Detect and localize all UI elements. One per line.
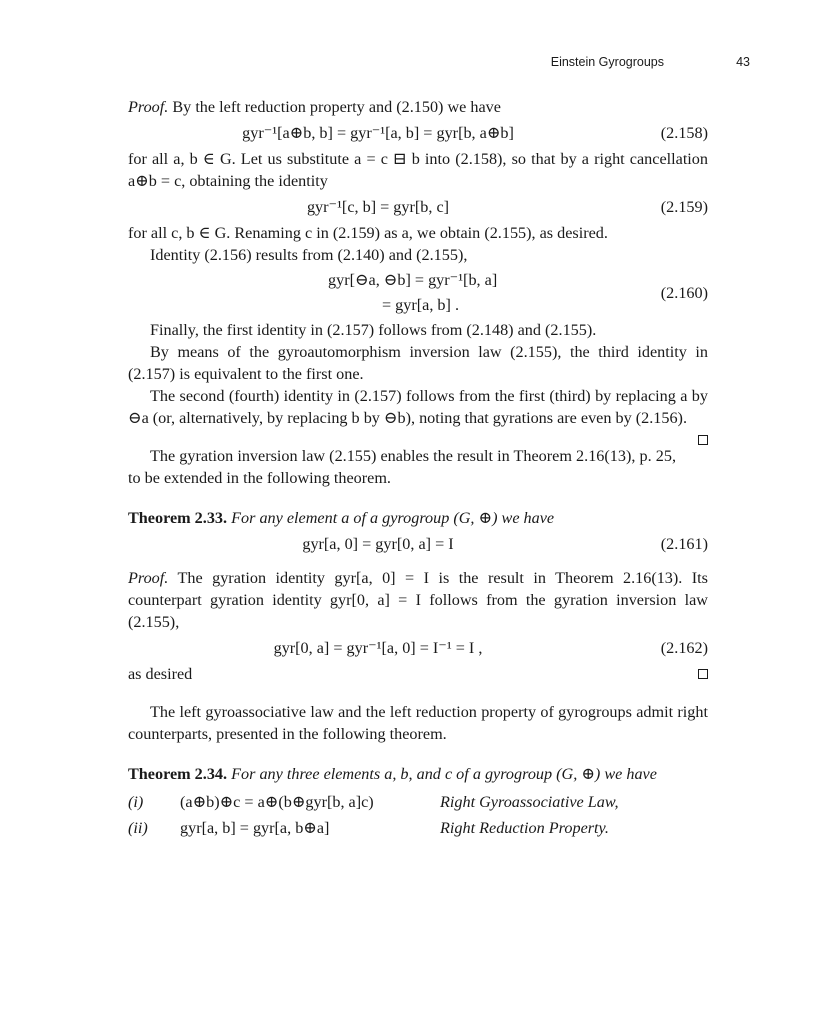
equation-2161 bbox=[128, 533, 708, 555]
theorem-body: For any three elements a, b, and c of a gyrogroup (G, ⊕) we have bbox=[231, 765, 657, 783]
theorem-body: For any element a of a gyrogroup (G, ⊕) we have bbox=[231, 509, 555, 527]
paragraph: By means of the gyroautomorphism inversion law (2.155), the third identity in (2.157) is equivalent to the first one. bbox=[128, 343, 708, 383]
page-body bbox=[128, 96, 708, 843]
proof-paragraph bbox=[128, 567, 708, 633]
equation-2159 bbox=[128, 196, 708, 218]
equation-expression: gyr[0, a] = gyr⁻¹[a, 0] = I⁻¹ = I , bbox=[273, 639, 483, 657]
equation-expression: gyr[a, 0] = gyr[0, a] = I bbox=[302, 535, 454, 553]
qed-symbol bbox=[698, 663, 708, 685]
equation-2162 bbox=[128, 637, 708, 659]
paragraph: for all a, b ∈ G. Let us substitute a = c ⊟ b into (2.158), so that by a right cancellation a⊕b = c, obtaining the identity bbox=[128, 150, 708, 190]
paragraph bbox=[128, 385, 708, 429]
equation-2158 bbox=[128, 122, 708, 144]
paragraph-text: The second (fourth) identity in (2.157) follows from the first (third) by replacing a by ⊖a (or, alternatively, by replacing b by ⊖b), noting that gyrations are even by (2.156). bbox=[128, 387, 708, 427]
paragraph: The gyration inversion law (2.155) enables the result in Theorem 2.16(13), p. 25, to be extended in the following theorem. bbox=[128, 447, 676, 487]
equation-number: (2.161) bbox=[660, 535, 708, 553]
item-label: (i) bbox=[128, 793, 144, 811]
proof-intro-text: By the left reduction property and (2.150) we have bbox=[172, 98, 501, 116]
paragraph: Finally, the first identity in (2.157) follows from (2.148) and (2.155). bbox=[150, 321, 597, 339]
equation-expression: gyr⁻¹[c, b] = gyr[b, c] bbox=[306, 198, 450, 216]
equation-number: (2.160) bbox=[660, 284, 708, 302]
page-header bbox=[128, 55, 750, 73]
paragraph: Identity (2.156) results from (2.140) and (2.155), bbox=[150, 246, 468, 264]
equation-number: (2.162) bbox=[660, 639, 708, 657]
equation-2160 bbox=[128, 269, 708, 317]
page-number: 43 bbox=[736, 55, 750, 69]
theorem-items bbox=[128, 791, 708, 843]
equation-line-2: = gyr[a, b] . bbox=[382, 296, 460, 314]
proof-label: Proof. bbox=[128, 98, 169, 116]
theorem-2-33-statement bbox=[128, 507, 708, 529]
item-formula: gyr[a, b] = gyr[a, b⊕a] bbox=[180, 819, 330, 837]
equation-line-1: gyr[⊖a, ⊖b] = gyr⁻¹[b, a] bbox=[328, 271, 498, 289]
equation-number: (2.159) bbox=[660, 198, 708, 216]
item-name: Right Gyroassociative Law, bbox=[440, 793, 619, 811]
item-formula: (a⊕b)⊕c = a⊕(b⊕gyr[b, a]c) bbox=[180, 793, 374, 811]
paragraph: for all c, b ∈ G. Renaming c in (2.159) as a, we obtain (2.155), as desired. bbox=[128, 224, 608, 242]
theorem-2-34-statement bbox=[128, 763, 708, 785]
equation-number: (2.158) bbox=[660, 124, 708, 142]
proof-text: The gyration identity gyr[a, 0] = I is the result in Theorem 2.16(13). Its counterpart gyration identity gyr[0, a] = I follows from the gyration inversion law (2.155), bbox=[128, 569, 708, 631]
paragraph bbox=[128, 663, 708, 685]
item-label: (ii) bbox=[128, 819, 148, 837]
theorem-heading: Theorem 2.34. bbox=[128, 765, 228, 783]
running-title: Einstein Gyrogroups bbox=[550, 55, 664, 69]
paragraph: The left gyroassociative law and the left reduction property of gyrogroups admit right counterparts, presented in the following theorem. bbox=[128, 703, 708, 743]
paragraph-text: as desired bbox=[128, 665, 193, 683]
theorem-heading: Theorem 2.33. bbox=[128, 509, 228, 527]
item-name: Right Reduction Property. bbox=[440, 819, 609, 837]
proof-label: Proof. bbox=[128, 569, 169, 587]
qed-symbol bbox=[676, 429, 708, 451]
proof-intro-paragraph bbox=[128, 96, 708, 118]
equation-expression: gyr⁻¹[a⊕b, b] = gyr⁻¹[a, b] = gyr[b, a⊕b] bbox=[242, 124, 514, 142]
